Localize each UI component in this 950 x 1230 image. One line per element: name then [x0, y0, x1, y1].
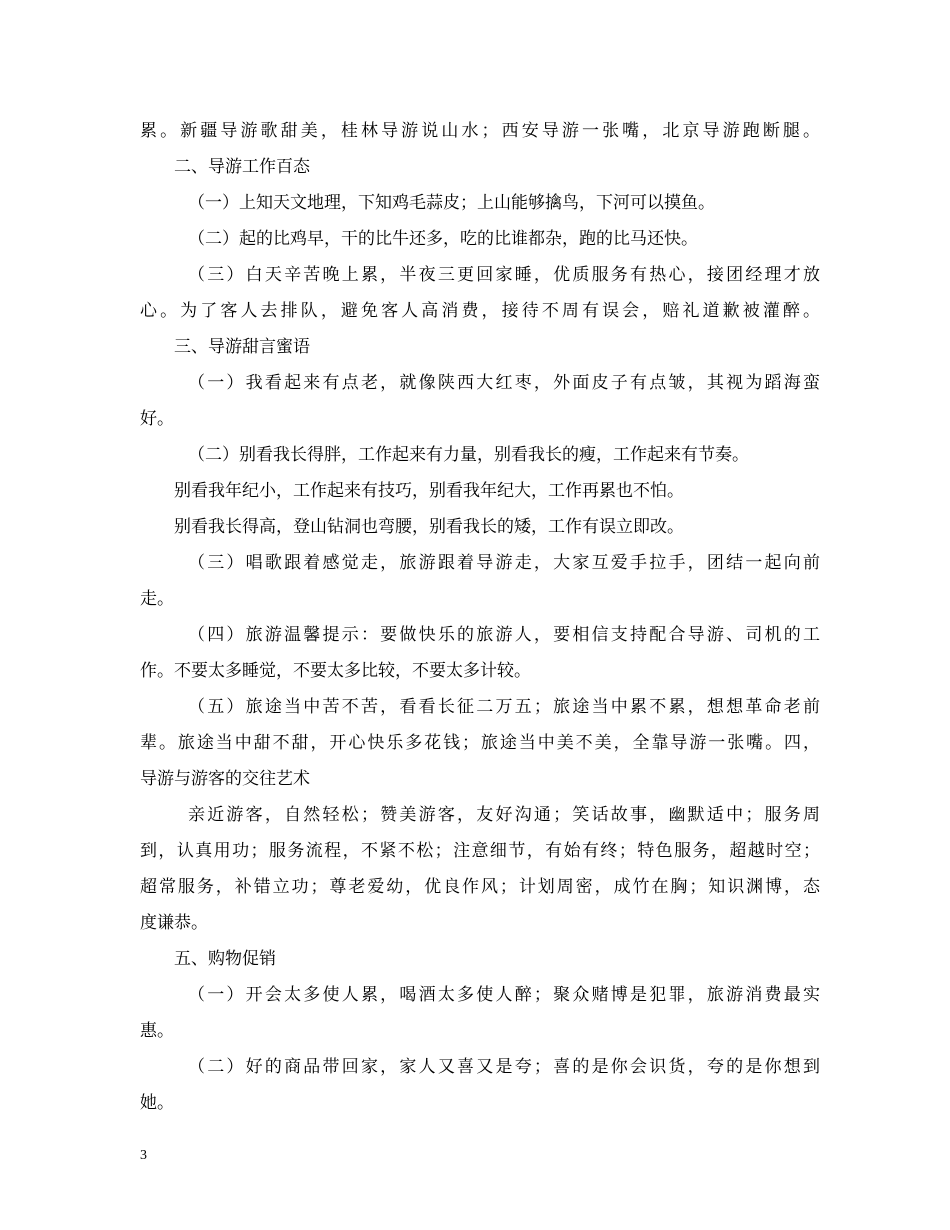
text-line: （二）别看我长得胖，工作起来有力量，别看我长的瘦，工作起来有节奏。	[188, 445, 749, 465]
text-line: （三）白天辛苦晚上累，半夜三更回家睡，优质服务有热心，接团经理才放	[188, 265, 820, 285]
text-line: （五）旅途当中苦不苦，看看长征二万五；旅途当中累不累，想想革命老前	[188, 697, 820, 717]
section-heading: 三、导游甜言蜜语	[174, 337, 310, 357]
text-line: 别看我长得高，登山钻洞也弯腰，别看我长的矮，工作有误立即改。	[174, 517, 684, 537]
text-line: （四）旅游温馨提示：要做快乐的旅游人，要相信支持配合导游、司机的工	[188, 625, 820, 645]
text-line: 到，认真用功；服务流程，不紧不松；注意细节，有始有终；特色服务，超越时空；	[140, 841, 820, 861]
section-heading: 二、导游工作百态	[174, 157, 310, 177]
text-line: （一）上知天文地理，下知鸡毛蒜皮；上山能够擒鸟，下河可以摸鱼。	[188, 193, 715, 213]
text-line: 度谦恭。	[140, 913, 208, 933]
text-line: 别看我年纪小，工作起来有技巧，别看我年纪大，工作再累也不怕。	[174, 481, 684, 501]
text-line: （二）好的商品带回家，家人又喜又是夸；喜的是你会识货，夸的是你想到	[188, 1057, 820, 1077]
page-number: 3	[140, 1148, 147, 1163]
text-line: （二）起的比鸡早，干的比牛还多，吃的比谁都杂，跑的比马还快。	[188, 229, 698, 249]
text-line: 心。为了客人去排队，避免客人高消费，接待不周有误会，赔礼道歉被灌醉。	[140, 301, 820, 321]
text-line: 超常服务，补错立功；尊老爱幼，优良作风；计划周密，成竹在胸；知识渊博，态	[140, 877, 820, 897]
text-line: 作。不要太多睡觉，不要太多比较，不要太多计较。	[140, 661, 531, 681]
text-line: （一）我看起来有点老，就像陕西大红枣，外面皮子有点皱，其视为蹈海蛮	[188, 373, 820, 393]
text-line: （三）唱歌跟着感觉走，旅游跟着导游走，大家互爱手拉手，团结一起向前	[188, 553, 820, 573]
text-line: 她。	[140, 1093, 174, 1113]
text-line: 累。新疆导游歌甜美，桂林导游说山水；西安导游一张嘴，北京导游跑断腿。	[140, 121, 820, 141]
section-heading: 导游与游客的交往艺术	[140, 769, 310, 789]
text-line: 辈。旅途当中甜不甜，开心快乐多花钱；旅途当中美不美，全靠导游一张嘴。四，	[140, 733, 820, 753]
text-line: 惠。	[140, 1021, 174, 1041]
text-line: 亲近游客，自然轻松；赞美游客，友好沟通；笑话故事，幽默适中；服务周	[188, 805, 820, 825]
text-line: （一）开会太多使人累，喝酒太多使人醉；聚众赌博是犯罪，旅游消费最实	[188, 985, 820, 1005]
text-line: 走。	[140, 589, 174, 609]
text-line: 好。	[140, 409, 174, 429]
section-heading: 五、购物促销	[174, 949, 276, 969]
document-body	[140, 113, 820, 1121]
